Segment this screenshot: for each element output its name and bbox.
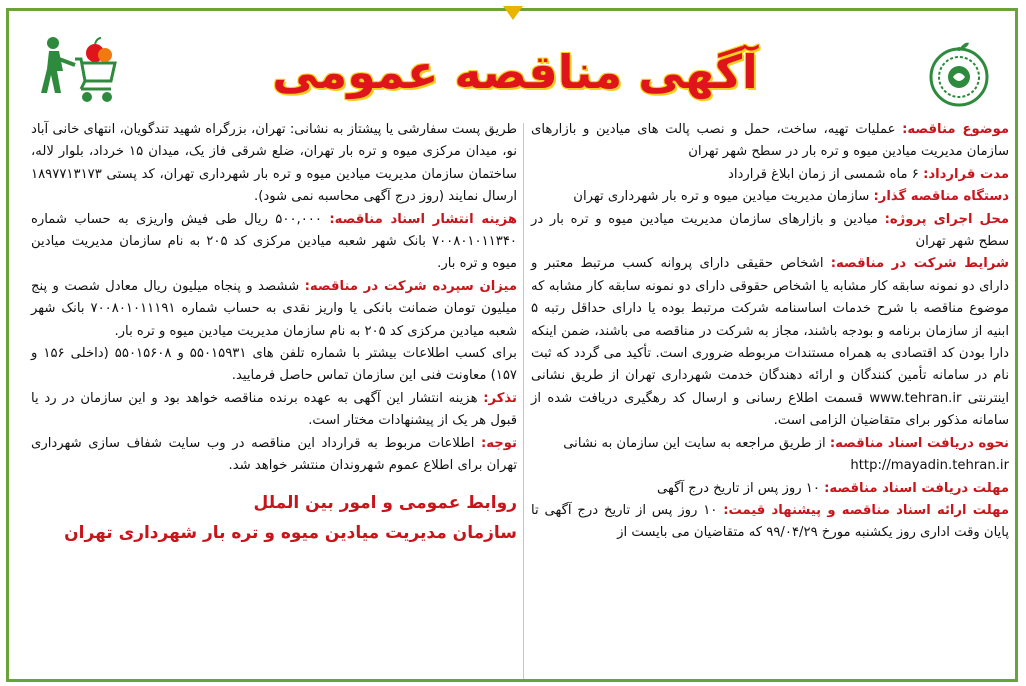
conditions-url-link[interactable]: www.tehran.ir (869, 390, 962, 406)
note2-row (31, 433, 517, 478)
location-label: محل اجرای پروژه: (884, 211, 1009, 227)
page-title: آگهی مناقصه عمومی (272, 45, 758, 99)
info-text: برای کسب اطلاعات بیشتر با شماره تلفن های ۵۵۰۱۵۹۳۱ و ۵۵۰۱۵۶۰۸ (داخلی ۱۵۶ و ۱۵۷) معاونت فنی این سازمان تماس حاصل فرمایید. (31, 346, 517, 384)
deadline-receive-row (531, 478, 1009, 500)
column-divider (523, 123, 524, 679)
receive-docs-url-link[interactable]: http://mayadin.tehran.ir (850, 458, 1009, 474)
left-column (31, 119, 517, 548)
deadline-submit-row (531, 500, 1009, 545)
note2-text: اطلاعات مربوط به قرارداد این مناقصه در وب سایت شفاف سازی شهرداری تهران برای اطلاع عموم شهروندان منتشر خواهد شد. (31, 435, 517, 474)
publish-cost-label: هزینه انتشار اسناد مناقصه: (329, 211, 518, 227)
publish-cost-row (31, 209, 517, 276)
conditions-text-2: قسمت اطلاع رسانی و ارسال کد رهگیری دریافت شده از سامانه مذکور برای متقاضیان الزامی است. (531, 390, 1009, 429)
note2-label: توجه: (480, 435, 517, 451)
deadline-receive-text: ۱۰ روز پس از تاریخ درج آگهی (657, 480, 820, 496)
duration-row (531, 164, 1009, 186)
intro-row (31, 119, 517, 209)
footer-line-2: سازمان مدیریت میادین میوه و تره بار شهرداری تهران (64, 522, 517, 543)
footer-line-1: روابط عمومی و امور بین الملل (253, 492, 517, 513)
subject-label: موضوع مناقصه: (902, 122, 1009, 137)
conditions-label: شرایط شرکت در مناقصه: (830, 256, 1009, 272)
publish-cost-text: ۵۰۰,۰۰۰ ریال طی فیش واریزی به حساب شماره ۷۰۰۸۰۱۰۱۱۳۴۰ بانک شهر شعبه میادین مرکزی کد ۲۰۵ به نام سازمان مدیریت میادین میوه و تره بار. (31, 211, 518, 272)
conditions-row (531, 253, 1009, 432)
deposit-row (31, 276, 517, 343)
location-row (531, 209, 1009, 254)
location-text: میادین و بازارهای سازمان مدیریت میادین میوه و تره بار در سطح شهر تهران (531, 211, 1009, 250)
note1-row (31, 388, 517, 433)
deadline-submit-text: ۱۰ روز پس از تاریخ درج آگهی تا پایان وقت اداری روز یکشنبه مورخ ۹۹/۰۴/۲۹ که متقاضیان می بایست از (531, 502, 1009, 541)
header (9, 11, 1021, 121)
tender-org-label: دستگاه مناقصه گذار: (873, 189, 1009, 205)
tender-org-text: سازمان مدیریت میادین میوه و تره بار شهرداری تهران (573, 189, 870, 205)
receive-docs-url-row (531, 455, 1009, 477)
info-row (31, 343, 517, 388)
subject-row (531, 119, 1009, 164)
deposit-text: ششصد و پنجاه میلیون ریال معادل شصت و پنج میلیون تومان ضمانت بانکی یا واریز نقدی به حساب شماره ۷۰۰۸۰۱۰۱۱۱۹۱ بانک شهر شعبه میادین مرکزی کد ۲۰۵ به نام سازمان مدیریت میادین میوه و تره بار. (31, 278, 518, 339)
deadline-submit-label: مهلت ارائه اسناد مناقصه و پیشنهاد قیمت: (723, 502, 1009, 518)
right-column (531, 119, 1009, 545)
ad-frame (6, 8, 1018, 682)
receive-docs-row (531, 433, 1009, 455)
deposit-label: میزان سپرده شرکت در مناقصه: (304, 278, 517, 294)
receive-docs-label: نحوه دریافت اسناد مناقصه: (829, 435, 1009, 451)
duration-label: مدت قرارداد: (923, 166, 1009, 182)
shopping-cart-person-icon (31, 35, 117, 111)
intro-text: طریق پست سفارشی یا پیشتاز به نشانی: تهران، بزرگراه شهید تندگویان، انتهای خانی آباد نو، میدان مرکزی میوه و تره بار تهران، ضلع شرقی فاز یک، میدان ۱۵ خرداد، بلوار لاله، ساختمان سازمان مدیریت میادین میوه و تره بار شهرداری تهران، کد پستی ۱۸۹۷۷۱۳۱۷۳ ارسال نمایند (روز درج آگهی محاسبه نمی شود). (31, 122, 517, 205)
tehran-municipality-logo-icon (925, 39, 993, 107)
conditions-text: اشخاص حقیقی دارای پروانه کسب مرتبط معتبر و دارای دو نمونه سابقه کار مشابه یا اشخاص حقوقی دارای دو نمونه سابقه کار مشابه که موضوع مناقصه با شرح خدمات اساسنامه شرکت مرتبط بوده یا دارای حداقل رتبه ۵ ابنیه از سازمان برنامه و بودجه باشند، مجاز به شرکت در مناقصه می باشند، ضمن اینکه دارا بودن کد اقتصادی به همراه مستندات مربوطه ضروری است. تأکید می گردد که ثبت نام در سامانه تأمین کنندگان و ارائه دهندگان خدمت شهرداری تهران از طریق نشانی اینترنتی (531, 256, 1009, 406)
note1-label: تذکر: (483, 390, 517, 406)
top-notch-decoration (503, 6, 523, 20)
receive-docs-text: از طریق مراجعه به سایت این سازمان به نشانی (563, 435, 826, 451)
deadline-receive-label: مهلت دریافت اسناد مناقصه: (824, 480, 1009, 496)
note1-text: هزینه انتشار این آگهی به عهده برنده مناقصه خواهد بود و این سازمان در رد یا قبول هر یک از پیشنهادات مختار است. (31, 390, 517, 429)
subject-text: عملیات تهیه، ساخت، حمل و نصب پالت های میادین و بازارهای سازمان مدیریت میادین میوه و تره بار در سطح شهر تهران (531, 122, 1009, 160)
duration-text: ۶ ماه شمسی از زمان ابلاغ قرارداد (727, 166, 919, 182)
tender-org-row (531, 186, 1009, 208)
